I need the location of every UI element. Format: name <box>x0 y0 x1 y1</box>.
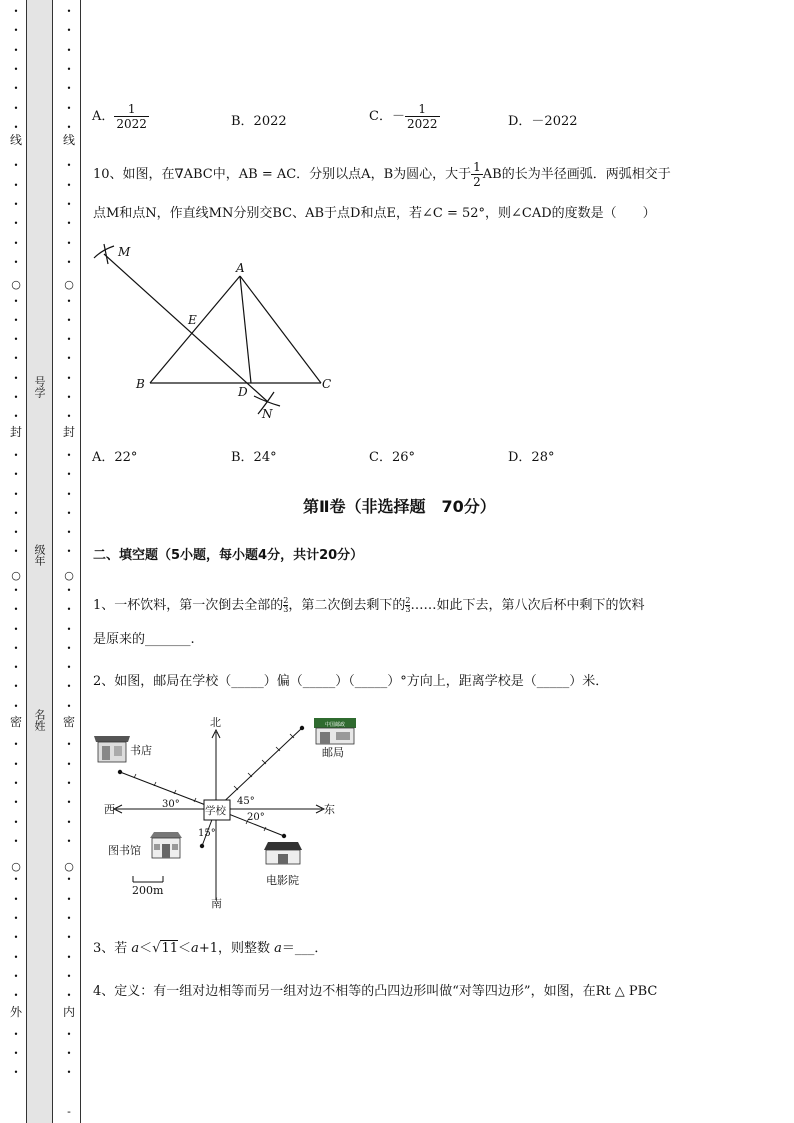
scale-label: 200m <box>132 884 164 897</box>
q9-option-b: B．2022 <box>231 114 287 129</box>
seal-dot: • <box>66 991 72 1000</box>
segment-ad <box>240 276 251 383</box>
seal-dot: • <box>66 374 72 383</box>
seal-dot: • <box>66 547 72 556</box>
seal-dot: • <box>66 1068 72 1077</box>
line-mn <box>104 254 268 402</box>
outer-seal-column <box>8 0 24 1123</box>
binding-border-line <box>80 0 81 1123</box>
seal-line-label: 内 <box>62 1005 75 1019</box>
inner-seal-column <box>61 0 77 1123</box>
seal-dot: • <box>13 84 19 93</box>
seal-dot: • <box>66 663 72 672</box>
seal-dot: • <box>66 46 72 55</box>
angle-15-label: 15° <box>198 828 216 839</box>
seal-dot: • <box>66 258 72 267</box>
seal-dash: - <box>67 1105 71 1118</box>
seal-dot: • <box>13 46 19 55</box>
post-office-label: 邮局 <box>322 746 344 759</box>
seal-dot: • <box>66 297 72 306</box>
seal-dot: • <box>13 1030 19 1039</box>
south-label: 南 <box>211 897 222 910</box>
cinema-point <box>282 834 286 838</box>
fill-in-section-header: 二、填空题（5小题，每小题4分，共计20分） <box>93 548 364 563</box>
seal-dot: • <box>66 84 72 93</box>
seal-dot: • <box>66 740 72 749</box>
q10-option-a: A．22° <box>92 450 138 465</box>
seal-dot: • <box>66 470 72 479</box>
seal-dot: • <box>13 528 19 537</box>
seal-circle: ○ <box>64 278 74 291</box>
seal-dot: • <box>66 528 72 537</box>
seal-dot: • <box>13 779 19 788</box>
seal-dot: • <box>13 258 19 267</box>
label-b: B <box>136 377 145 391</box>
seal-dot: • <box>66 586 72 595</box>
seal-dot: • <box>13 663 19 672</box>
seal-dot: • <box>13 200 19 209</box>
seal-dot: • <box>13 740 19 749</box>
seal-dot: • <box>66 239 72 248</box>
seal-dot: • <box>66 161 72 170</box>
label-n: N <box>262 407 273 421</box>
west-label: 西 <box>104 803 115 816</box>
seal-dot: • <box>66 605 72 614</box>
bookstore-label: 书店 <box>130 744 152 757</box>
seal-dot: • <box>13 837 19 846</box>
seal-dot: • <box>66 625 72 634</box>
bookstore-icon <box>94 736 130 762</box>
seal-dot: • <box>66 490 72 499</box>
seal-dot: • <box>13 7 19 16</box>
seal-dot: • <box>13 374 19 383</box>
name-label: 名姓 <box>33 709 46 731</box>
seal-dot: • <box>13 953 19 962</box>
school-label: 学校 <box>205 805 226 817</box>
seal-dot: • <box>13 26 19 35</box>
fill-q2-stem: 2、如图，邮局在学校（_____）偏（_____）（_____）°方向上，距离学校是（_____）米． <box>93 674 609 689</box>
seal-dot: • <box>66 335 72 344</box>
north-label: 北 <box>210 716 221 729</box>
fill-q1-line2: 是原来的_______. <box>93 632 195 647</box>
seal-dot: • <box>66 702 72 711</box>
seal-circle: ○ <box>11 860 21 873</box>
seal-dot: • <box>13 760 19 769</box>
seal-dot: • <box>13 509 19 518</box>
seal-dot: • <box>13 644 19 653</box>
seal-dot: • <box>13 123 19 132</box>
seal-dot: • <box>13 316 19 325</box>
seal-dot: • <box>13 239 19 248</box>
east-label: 东 <box>324 803 335 816</box>
seal-line-label: 外 <box>9 1005 22 1019</box>
fraction: $\frac{1}{2022}$ <box>406 102 438 131</box>
seal-dot: • <box>66 509 72 518</box>
seal-dot: • <box>13 875 19 884</box>
seal-dot: • <box>66 451 72 460</box>
q9-option-d: D．－2022 <box>508 114 578 129</box>
seal-dot: • <box>66 895 72 904</box>
seal-dot: • <box>66 933 72 942</box>
seal-dot: • <box>66 760 72 769</box>
seal-line-label: 密 <box>9 715 22 729</box>
seal-circle: ○ <box>11 569 21 582</box>
student-id-label: 号学 <box>33 376 46 398</box>
seal-line-label: 线 <box>62 133 75 147</box>
q9-option-a: A． $\frac{1}{2022}$ <box>92 102 147 131</box>
library-icon <box>150 832 182 858</box>
binding-border-line <box>26 0 27 1123</box>
seal-dot: • <box>66 818 72 827</box>
seal-dot: • <box>13 451 19 460</box>
seal-dot: • <box>13 991 19 1000</box>
seal-dot: • <box>13 972 19 981</box>
seal-dot: • <box>66 953 72 962</box>
seal-dot: • <box>13 412 19 421</box>
label-e: E <box>188 313 197 327</box>
seal-dot: • <box>13 65 19 74</box>
q10-stem-line1: 10、如图，在∇ABC中，AB = AC．分别以点A，B为圆心，大于 $\frac{1}{2}$ AB的长为半径画弧．两弧相交于 <box>93 160 671 189</box>
seal-dot: • <box>13 625 19 634</box>
seal-dot: • <box>66 972 72 981</box>
q10-triangle-figure <box>90 236 332 421</box>
q10-option-b: B．24° <box>231 450 277 465</box>
sqrt-symbol: √ <box>152 941 161 956</box>
seal-dot: • <box>66 200 72 209</box>
seal-circle: ○ <box>11 278 21 291</box>
seal-dot: • <box>13 914 19 923</box>
seal-dot: • <box>66 104 72 113</box>
seal-dot: • <box>66 837 72 846</box>
fraction: $\frac{2}{3}$ <box>405 596 411 614</box>
seal-dot: • <box>66 354 72 363</box>
seal-dot: • <box>66 7 72 16</box>
seal-dot: • <box>66 779 72 788</box>
post-office-ray <box>216 728 302 809</box>
q10-stem-line2: 点M和点N，作直线MN分别交BC、AB于点D和点E，若∠C = 52°，则∠CAD的度数是（ ） <box>93 206 656 221</box>
seal-dot: • <box>13 1049 19 1058</box>
seal-dot: • <box>66 65 72 74</box>
segment-ac <box>240 276 321 383</box>
seal-dot: • <box>13 933 19 942</box>
label-a: A <box>236 261 245 275</box>
angle-20-label: 20° <box>247 812 265 823</box>
q9-option-c: C．－ $\frac{1}{2022}$ <box>369 102 438 131</box>
bookstore-point <box>118 770 122 774</box>
seal-dot: • <box>13 181 19 190</box>
seal-line-label: 线 <box>9 133 22 147</box>
seal-dot: • <box>13 470 19 479</box>
seal-dot: • <box>13 393 19 402</box>
seal-dot: • <box>66 26 72 35</box>
seal-dot: • <box>66 875 72 884</box>
fraction-half: $\frac{1}{2}$ <box>473 160 481 189</box>
seal-dot: • <box>66 644 72 653</box>
seal-dot: • <box>66 1049 72 1058</box>
seal-dot: • <box>13 104 19 113</box>
q10-option-d: D．28° <box>508 450 555 465</box>
seal-dot: • <box>66 1030 72 1039</box>
seal-circle: ○ <box>64 860 74 873</box>
seal-dot: • <box>13 895 19 904</box>
seal-circle: ○ <box>64 569 74 582</box>
fill-q1-line1: 1、一杯饮料，第一次倒去全部的 $\frac{2}{3}$，第二次倒去剩下的 $\frac{2}{3}\dots\dots$如此下去，第八次后杯中剩下的饮料 <box>93 596 645 614</box>
seal-dot: • <box>13 335 19 344</box>
label-d: D <box>238 385 248 399</box>
cinema-label: 电影院 <box>266 874 299 887</box>
seal-line-label: 封 <box>62 425 75 439</box>
seal-dot: • <box>13 354 19 363</box>
label-c: C <box>322 377 332 391</box>
grade-label: 级年 <box>33 544 46 566</box>
cinema-icon <box>264 842 302 864</box>
seal-dot: • <box>13 490 19 499</box>
seal-dot: • <box>13 219 19 228</box>
fill-q4: 4、定义：有一组对边相等而另一组对边不相等的凸四边形叫做“对等四边形”，如图，在Rt △ PBC <box>93 984 658 999</box>
seal-line-label: 密 <box>62 715 75 729</box>
library-label: 图书馆 <box>108 844 141 857</box>
seal-dot: • <box>13 161 19 170</box>
library-point <box>200 844 204 848</box>
seal-dot: • <box>13 682 19 691</box>
arc-m <box>94 246 114 258</box>
section-2-title: 第Ⅱ卷（非选择题 70分） <box>303 497 496 516</box>
seal-dot: • <box>66 123 72 132</box>
seal-dot: • <box>13 586 19 595</box>
fraction: $\frac{2}{3}$ <box>283 596 289 614</box>
seal-dot: • <box>66 914 72 923</box>
segment-ab <box>150 276 240 383</box>
label-m: M <box>118 245 131 259</box>
q2-map-figure <box>92 712 362 908</box>
fill-q3: 3、若 a＜√11＜a+1，则整数 a＝___． <box>93 941 328 956</box>
seal-dot: • <box>13 1068 19 1077</box>
seal-dot: • <box>13 798 19 807</box>
seal-dot: • <box>13 297 19 306</box>
q10-option-c: C．26° <box>369 450 415 465</box>
fraction: $\frac{1}{2022}$ <box>116 102 147 131</box>
post-office-icon <box>314 718 356 744</box>
seal-dot: • <box>13 702 19 711</box>
seal-dot: • <box>66 412 72 421</box>
seal-dot: • <box>66 316 72 325</box>
seal-dot: • <box>66 682 72 691</box>
angle-30-label: 30° <box>162 799 180 810</box>
seal-dot: • <box>13 818 19 827</box>
seal-dot: • <box>66 798 72 807</box>
angle-45-label: 45° <box>237 796 255 807</box>
seal-dot: • <box>13 605 19 614</box>
seal-dot: • <box>66 219 72 228</box>
post-office-sign: 中国邮政 <box>324 722 346 728</box>
binding-border-line <box>52 0 53 1123</box>
seal-line-label: 封 <box>9 425 22 439</box>
seal-dot: • <box>13 547 19 556</box>
post-office-point <box>300 726 304 730</box>
seal-dot: • <box>66 181 72 190</box>
seal-dot: • <box>66 393 72 402</box>
